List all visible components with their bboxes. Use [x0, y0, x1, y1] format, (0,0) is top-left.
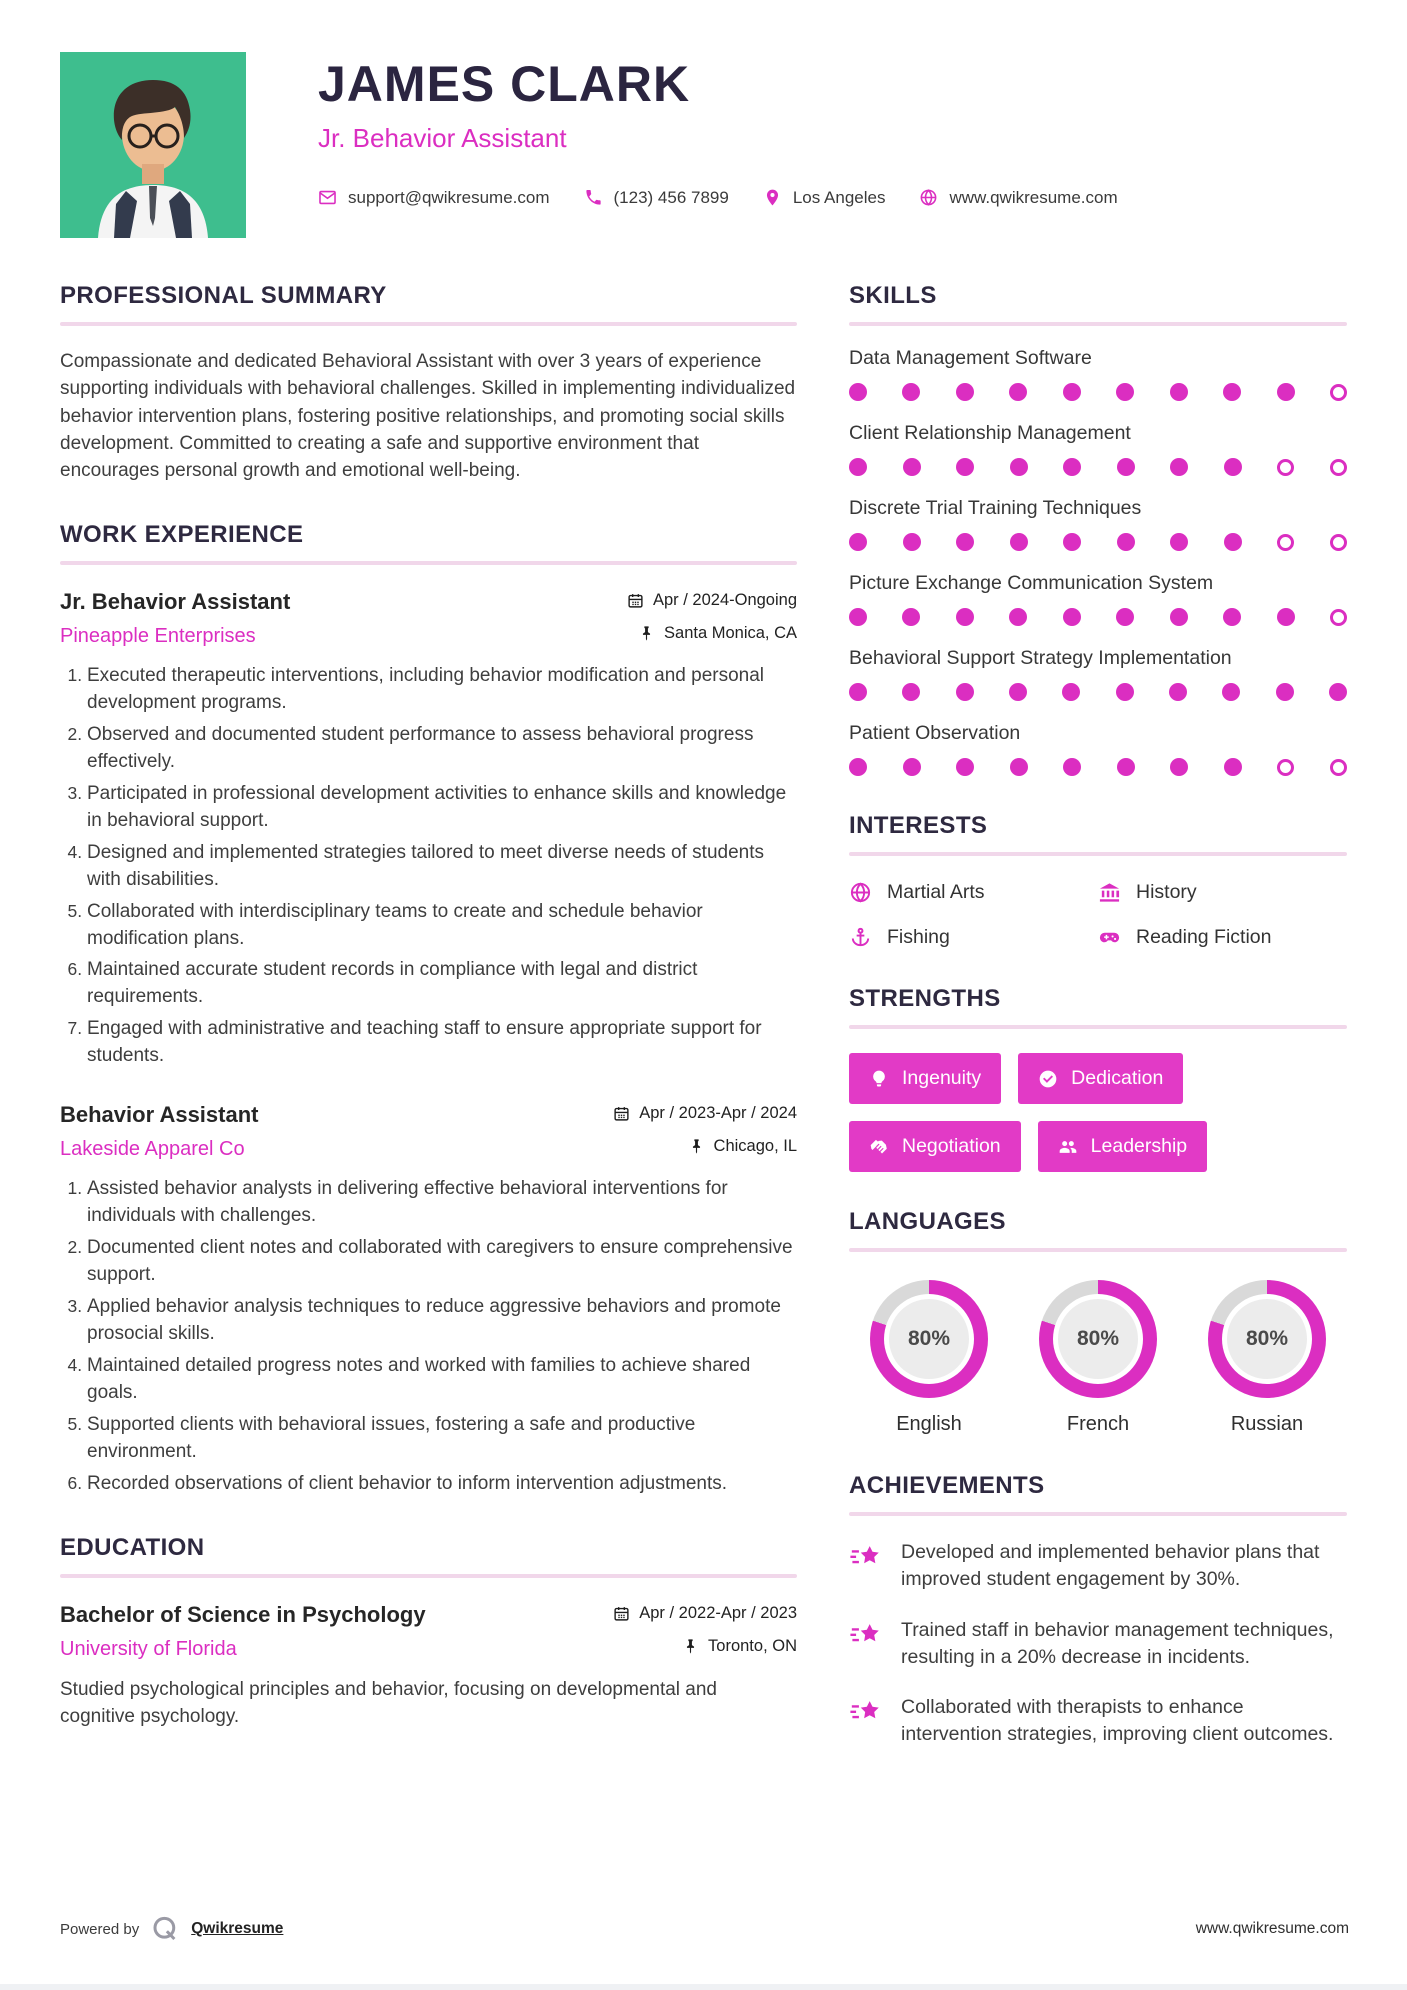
rating-dot-filled [1169, 683, 1187, 701]
job-bullet: 4. Maintained detailed progress notes and worked with families to achieve shared goals. [87, 1353, 797, 1407]
job-bullet: 5. Collaborated with interdisciplinary teams to create and schedule behavior modification plans. [87, 899, 797, 953]
language-progress-ring [1039, 1280, 1157, 1398]
section-achievements [849, 1472, 1347, 1749]
rating-dot-filled [1170, 758, 1188, 776]
rating-dot-filled [1063, 758, 1081, 776]
job-title-subtitle: Jr. Behavior Assistant [318, 122, 567, 153]
contact-email[interactable] [318, 188, 550, 208]
skill-item [849, 722, 1347, 776]
skill-name: Data Management Software [849, 347, 1092, 369]
skill-item [849, 647, 1347, 701]
language-item [853, 1280, 1005, 1436]
language-percent: 80% [889, 1299, 969, 1379]
anchor-icon [849, 926, 872, 949]
rating-dot-filled [1063, 533, 1081, 551]
job-dates-text: Apr / 2023-Apr / 2024 [639, 1104, 797, 1123]
rating-dot-empty [1330, 609, 1347, 626]
job-title: Jr. Behavior Assistant [60, 588, 291, 614]
section-divider [849, 1512, 1347, 1516]
rating-dot-filled [1170, 608, 1188, 626]
skill-name: Patient Observation [849, 722, 1021, 744]
skill-name: Client Relationship Management [849, 422, 1131, 444]
section-strengths [849, 985, 1347, 1172]
contact-email-text: support@qwikresume.com [348, 187, 550, 207]
job-company-row [60, 1137, 797, 1161]
rating-dot-filled [1009, 683, 1027, 701]
section-heading: EDUCATION [60, 1534, 205, 1562]
section-work-experience [60, 521, 797, 1498]
job-location [688, 1137, 797, 1156]
gamepad-icon [1098, 926, 1121, 949]
calendar-icon [627, 592, 644, 609]
degree-title: Bachelor of Science in Psychology [60, 1602, 426, 1628]
language-percent: 80% [1227, 1299, 1307, 1379]
rating-dot-filled [956, 458, 974, 476]
section-heading: WORK EXPERIENCE [60, 520, 304, 548]
shooting-star-icon [849, 1619, 883, 1653]
job-dates-text: Apr / 2024-Ongoing [652, 590, 797, 609]
language-item [1022, 1280, 1174, 1436]
achievement-item [849, 1539, 1347, 1594]
rating-dot-filled [902, 683, 920, 701]
language-progress-ring [870, 1280, 988, 1398]
rating-dot-filled [902, 608, 920, 626]
main-content [0, 282, 1407, 1785]
achievement-text: Collaborated with therapists to enhance intervention strategies, improving client outcomes. [901, 1696, 1334, 1746]
shooting-star-icon [849, 1541, 883, 1575]
section-divider [849, 1248, 1347, 1252]
achievement-text: Developed and implemented behavior plans that improved student engagement by 30%. [901, 1541, 1320, 1591]
rating-dot-filled [1062, 683, 1080, 701]
strength-badge [1018, 1053, 1183, 1104]
globe-icon [849, 881, 872, 904]
education-description: Studied psychological principles and behavior, focusing on developmental and cognitive psychology. [60, 1679, 717, 1728]
education-location-text: Toronto, ON [708, 1637, 797, 1656]
pushpin-icon [682, 1638, 699, 1655]
interest-item [849, 881, 1098, 904]
skill-rating-dots [849, 533, 1347, 551]
job-location [638, 624, 797, 643]
section-heading: PROFESSIONAL SUMMARY [60, 282, 387, 309]
rating-dot-filled [1224, 458, 1242, 476]
museum-icon [1098, 881, 1121, 904]
skill-item [849, 347, 1347, 401]
phone-icon [584, 188, 603, 207]
strength-label: Dedication [1071, 1067, 1164, 1089]
skill-item [849, 497, 1347, 551]
rating-dot-filled [849, 683, 867, 701]
rating-dot-filled [1116, 383, 1134, 401]
rating-dot-filled [956, 758, 974, 776]
rating-dot-empty [1330, 384, 1347, 401]
job-bullet: 1. Assisted behavior analysts in delivering effective behavioral interventions for individuals with challenges. [87, 1176, 797, 1230]
section-professional-summary [60, 282, 797, 485]
rating-dot-filled [1170, 383, 1188, 401]
job-bullet: 2. Observed and documented student performance to assess behavioral progress effectively. [87, 722, 797, 776]
section-divider [849, 852, 1347, 856]
people-icon [1058, 1137, 1078, 1157]
school-name: University of Florida [60, 1638, 237, 1661]
globe-icon [919, 188, 938, 207]
section-divider [849, 1025, 1347, 1029]
rating-dot-filled [1117, 758, 1135, 776]
rating-dot-filled [1063, 383, 1081, 401]
rating-dot-empty [1330, 759, 1347, 776]
skill-item [849, 572, 1347, 626]
job-title: Behavior Assistant [60, 1102, 259, 1128]
skill-item [849, 422, 1347, 476]
job-dates [613, 1104, 797, 1123]
rating-dot-filled [903, 458, 921, 476]
rating-dot-filled [849, 608, 867, 626]
rating-dot-empty [1330, 459, 1347, 476]
section-languages [849, 1208, 1347, 1436]
page-bottom-edge [0, 1984, 1407, 1990]
section-heading: STRENGTHS [849, 985, 1001, 1012]
education-dates-text: Apr / 2022-Apr / 2023 [639, 1604, 797, 1623]
rating-dot-filled [1063, 608, 1081, 626]
rating-dot-filled [1117, 458, 1135, 476]
contact-website-text: www.qwikresume.com [949, 187, 1118, 207]
q-logo-icon [150, 1914, 180, 1944]
rating-dot-empty [1330, 534, 1347, 551]
left-column [60, 282, 797, 1785]
job-title-row [60, 1102, 797, 1128]
check-circle-icon [1038, 1069, 1058, 1089]
job-entry [60, 589, 797, 1071]
footer-branding [60, 1914, 283, 1944]
rating-dot-filled [849, 533, 867, 551]
rating-dot-filled [1223, 608, 1241, 626]
footer [60, 1914, 1349, 1944]
rating-dot-filled [1222, 683, 1240, 701]
calendar-icon [613, 1605, 630, 1622]
rating-dot-filled [1010, 458, 1028, 476]
rating-dot-filled [849, 383, 867, 401]
rating-dot-filled [903, 758, 921, 776]
rating-dot-filled [956, 533, 974, 551]
right-column [849, 282, 1347, 1785]
job-dates [627, 591, 797, 610]
language-name: Russian [1230, 1413, 1304, 1435]
job-bullet: 4. Designed and implemented strategies tailored to meet diverse needs of students with disabilities. [87, 840, 797, 894]
contact-phone[interactable] [584, 188, 729, 208]
skill-rating-dots [849, 758, 1347, 776]
rating-dot-filled [1224, 533, 1242, 551]
education-dates [613, 1604, 797, 1623]
email-icon [318, 188, 337, 207]
language-item [1191, 1280, 1343, 1436]
job-bullet: 1. Executed therapeutic interventions, including behavior modification and personal development programs. [87, 663, 797, 717]
rating-dot-filled [956, 383, 974, 401]
job-bullet-list [60, 663, 797, 1071]
job-company-row [60, 624, 797, 648]
rating-dot-filled [1063, 458, 1081, 476]
interest-label: Reading Fiction [1136, 926, 1272, 948]
job-bullet: 6. Maintained accurate student records in compliance with legal and district requirements. [87, 957, 797, 1011]
job-entry [60, 1102, 797, 1498]
strength-badges [849, 1053, 1347, 1172]
pushpin-icon [638, 625, 655, 642]
section-heading: INTERESTS [849, 812, 988, 839]
language-name: French [1066, 1413, 1130, 1435]
strength-badge [849, 1053, 1001, 1104]
handshake-icon [869, 1137, 889, 1157]
skills-list [849, 347, 1347, 776]
achievement-item [849, 1617, 1347, 1672]
languages-list [849, 1280, 1347, 1436]
job-title-row [60, 589, 797, 615]
rating-dot-empty [1277, 759, 1294, 776]
strength-label: Negotiation [902, 1135, 1001, 1157]
skill-rating-dots [849, 608, 1347, 626]
rating-dot-filled [1223, 383, 1241, 401]
skill-name: Discrete Trial Training Techniques [849, 497, 1142, 519]
rating-dot-filled [1116, 608, 1134, 626]
rating-dot-filled [1009, 383, 1027, 401]
profile-photo-illustration [60, 52, 246, 238]
section-education [60, 1534, 797, 1731]
rating-dot-filled [902, 383, 920, 401]
contact-website[interactable] [919, 188, 1117, 208]
identity-block [318, 52, 1118, 208]
header [0, 0, 1407, 238]
person-name: JAMES CLARK [318, 56, 691, 112]
skill-rating-dots [849, 458, 1347, 476]
achievement-text: Trained staff in behavior management techniques, resulting in a 20% decrease in incidents. [901, 1618, 1334, 1668]
job-bullet: 5. Supported clients with behavioral issues, fostering a safe and productive environment. [87, 1412, 797, 1466]
contact-location [763, 188, 886, 208]
job-bullet: 7. Engaged with administrative and teaching staff to ensure appropriate support for students. [87, 1016, 797, 1070]
rating-dot-filled [1010, 758, 1028, 776]
strength-badge [1038, 1121, 1208, 1172]
rating-dot-filled [1224, 758, 1242, 776]
rating-dot-filled [1277, 608, 1295, 626]
skill-name: Picture Exchange Communication System [849, 572, 1214, 594]
rating-dot-filled [1170, 458, 1188, 476]
job-bullet: 3. Applied behavior analysis techniques to reduce aggressive behaviors and promote prosocial skills. [87, 1294, 797, 1348]
job-bullet: 2. Documented client notes and collaborated with caregivers to ensure comprehensive support. [87, 1235, 797, 1289]
summary-text: Compassionate and dedicated Behavioral Assistant with over 3 years of experience supporting individuals with behavioral challenges. Skilled in implementing individualized behavior intervention plans, fostering positive relationships, and promoting social skills development. Committed to creating a safe and supportive environment that encourages personal growth and emotional well-being. [60, 351, 796, 482]
education-entry [60, 1602, 797, 1731]
brand-link[interactable]: Qwikresume [191, 1920, 284, 1937]
shooting-star-icon [849, 1696, 883, 1730]
contact-location-text: Los Angeles [792, 187, 886, 207]
skill-rating-dots [849, 383, 1347, 401]
job-bullet-list [60, 1176, 797, 1498]
interests-grid [849, 881, 1347, 949]
job-bullet: 6. Recorded observations of client behavior to inform intervention adjustments. [87, 1471, 797, 1498]
language-percent: 80% [1058, 1299, 1138, 1379]
rating-dot-filled [1170, 533, 1188, 551]
interest-item [849, 926, 1098, 949]
rating-dot-filled [849, 758, 867, 776]
strength-badge [849, 1121, 1021, 1172]
section-divider [849, 322, 1347, 326]
rating-dot-filled [1277, 383, 1295, 401]
rating-dot-filled [956, 683, 974, 701]
company-name: Pineapple Enterprises [60, 624, 256, 647]
interest-label: History [1136, 881, 1197, 903]
section-divider [60, 561, 797, 565]
rating-dot-filled [1329, 683, 1347, 701]
section-heading: SKILLS [849, 282, 937, 309]
job-location-text: Santa Monica, CA [664, 623, 797, 642]
job-location-text: Chicago, IL [713, 1137, 797, 1156]
profile-photo [60, 52, 246, 238]
rating-dot-filled [1276, 683, 1294, 701]
education-school-row [60, 1637, 797, 1661]
interest-item [1098, 881, 1347, 904]
achievements-list [849, 1539, 1347, 1749]
job-bullet: 3. Participated in professional development activities to enhance skills and knowledge in behavioral support. [87, 781, 797, 835]
pushpin-icon [688, 1138, 705, 1155]
language-name: English [896, 1413, 962, 1435]
rating-dot-filled [1009, 608, 1027, 626]
strength-label: Ingenuity [902, 1067, 982, 1089]
interest-label: Martial Arts [887, 881, 985, 903]
strength-row [849, 1121, 1347, 1172]
contact-phone-text: (123) 456 7899 [613, 187, 729, 207]
rating-dot-filled [1116, 683, 1134, 701]
footer-website: www.qwikresume.com [1195, 1920, 1349, 1937]
interest-item [1098, 926, 1347, 949]
language-progress-ring [1208, 1280, 1326, 1398]
lightbulb-icon [869, 1069, 889, 1089]
powered-by-label: Powered by [60, 1920, 140, 1938]
section-heading: ACHIEVEMENTS [849, 1472, 1045, 1499]
education-location [682, 1637, 797, 1656]
rating-dot-filled [849, 458, 867, 476]
company-name: Lakeside Apparel Co [60, 1138, 245, 1161]
achievement-item [849, 1694, 1347, 1749]
rating-dot-filled [1117, 533, 1135, 551]
interest-label: Fishing [887, 926, 950, 948]
strength-label: Leadership [1090, 1135, 1188, 1157]
education-title-row [60, 1602, 797, 1628]
section-skills [849, 282, 1347, 776]
contact-row [318, 188, 1118, 208]
rating-dot-filled [903, 533, 921, 551]
skill-rating-dots [849, 683, 1347, 701]
section-heading: LANGUAGES [849, 1208, 1006, 1235]
skill-name: Behavioral Support Strategy Implementation [849, 647, 1232, 669]
rating-dot-empty [1277, 459, 1294, 476]
section-interests [849, 812, 1347, 949]
section-divider [60, 1574, 797, 1578]
rating-dot-filled [956, 608, 974, 626]
strength-row [849, 1053, 1347, 1104]
rating-dot-filled [1010, 533, 1028, 551]
calendar-icon [613, 1105, 630, 1122]
section-divider [60, 322, 797, 326]
location-pin-icon [763, 188, 782, 207]
rating-dot-empty [1277, 534, 1294, 551]
